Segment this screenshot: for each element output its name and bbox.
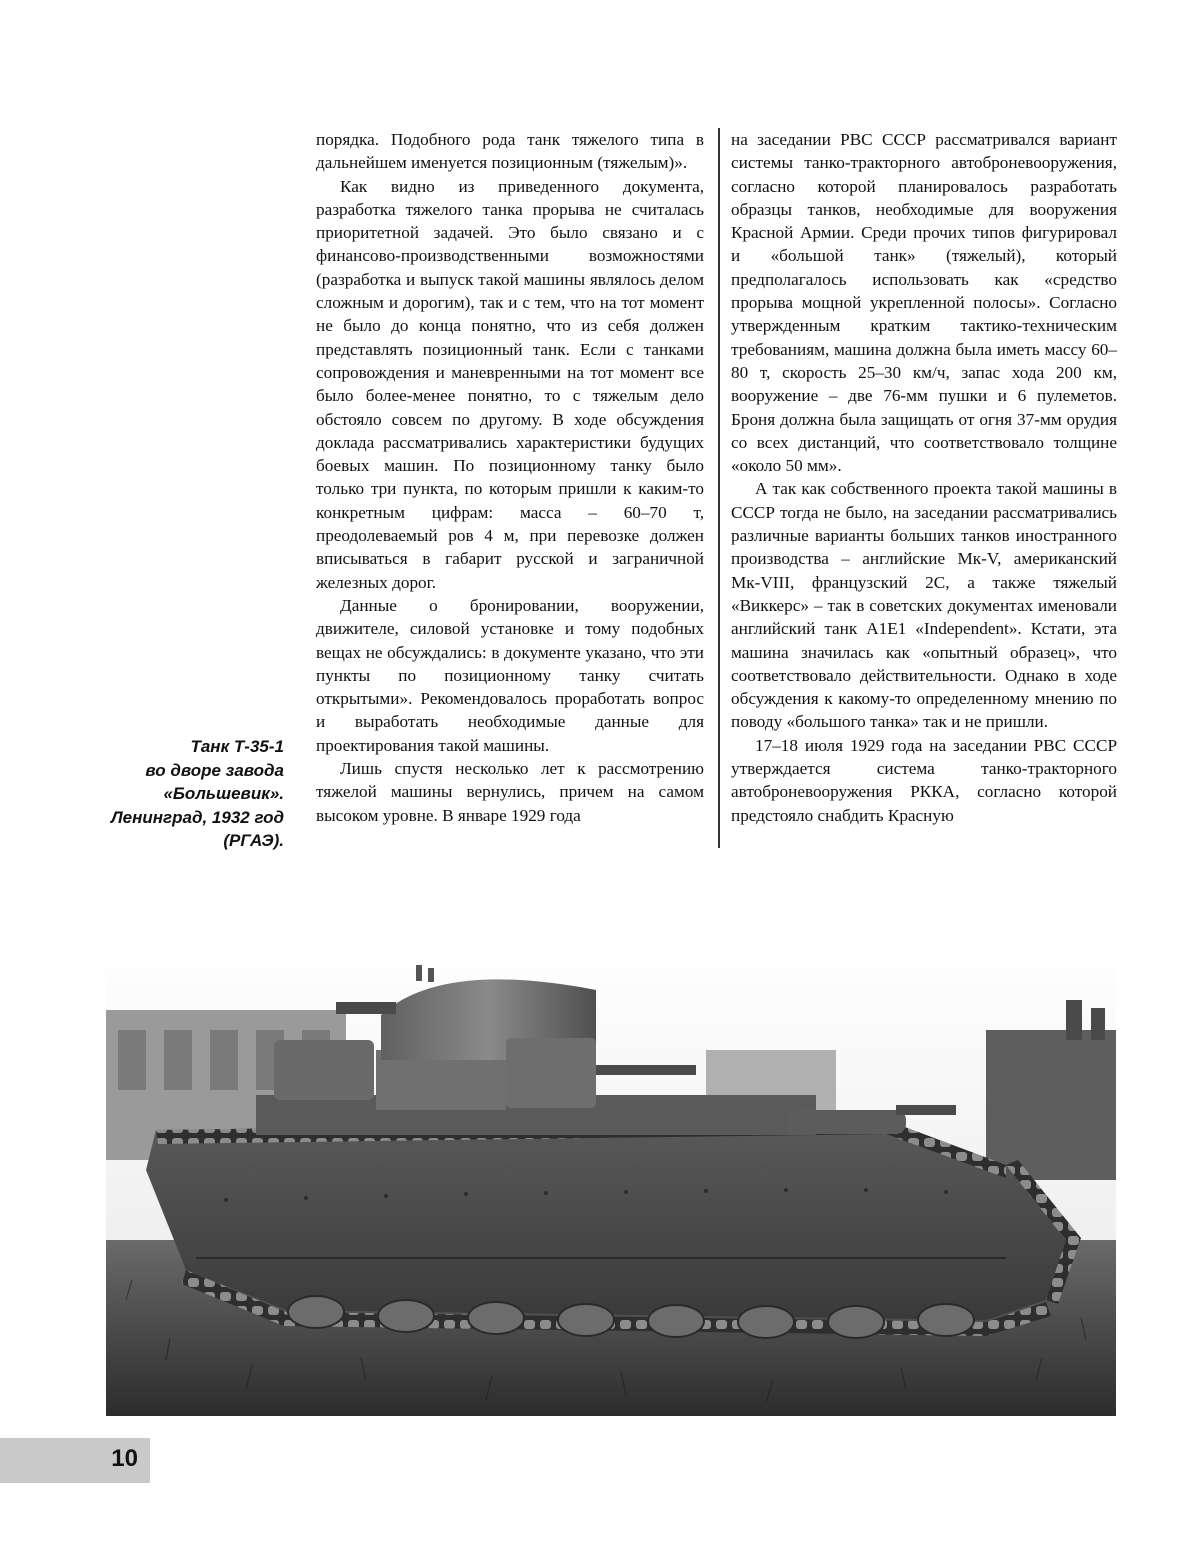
- text-column-right: [731, 128, 1117, 827]
- caption-line: «Большевик».: [163, 784, 284, 803]
- column-divider: [718, 128, 720, 848]
- caption-line: Танк Т-35-1: [190, 737, 284, 756]
- caption-line: во дворе завода: [145, 760, 284, 780]
- paragraph: Данные о бронировании, вооружении, движителе, силовой установке и тому подобных вещах не обсуждались: в документе указано, что эти пункты по позиционному танку считать открытыми». Рекомендовалось проработать вопрос и выработать необходимые данные для проектирования такой машины.: [316, 595, 704, 755]
- paragraph: А так как собственного проекта такой машины в СССР тогда не было, на заседании рассматривались различные варианты больших танков иностранного производства – английские Мк-V, американский Мк-VIII, французский 2С, а также тяжелый «Виккерс» – так в советских документах именовали английский танк A1E1 «Independent». Кстати, эта машина значилась как «опытный образец», что соответствовало действительности. Однако в ходе обсуждения к какому-то определенному мнению по поводу «большого танка» так и не пришли.: [731, 479, 1117, 732]
- paragraph: порядка. Подобного рода танк тяжелого типа в дальнейшем именуется позиционным (тяжелым)».: [316, 130, 704, 173]
- tank-photo: [106, 940, 1116, 1416]
- paragraph: Как видно из приведенного документа, разработка тяжелого танка прорыва не считалась приоритетной задачей. Это было связано и с финансово-производственными возможностями (разработка и выпуск такой машины являлось делом сложным и дорогим), так и с тем, что на тот момент не было до конца понятно, что из себя должен представлять позиционный танк. Если с танками сопровождения и маневренными на тот момент все было более-менее понятно, то с тяжелым дело обстояло совсем по другому. В ходе обсуждения доклада рассматривались характеристики будущих боевых машин. По позиционному танку было только три пункта, по которым пришли к каким-то конкретным цифрам: масса – 60–70 т, преодолеваемый ров 4 м, при перевозке должен вписываться в габарит русской и заграничной железных дорог.: [316, 176, 704, 592]
- paragraph: 17–18 июля 1929 года на заседании РВС СССР утверждается система танко-тракторного автоброневооружения РККА, согласно которой предстояло снабдить Красную: [731, 735, 1117, 825]
- photo-caption: [60, 735, 284, 853]
- paragraph: на заседании РВС СССР рассматривался вариант системы танко-тракторного автоброневооружения, согласно которой планировалось разработать образцы танков, необходимые для вооружения Красной Армии. Среди прочих типов фигурировал и «большой танк» (тяжелый), который предполагалось использовать как «средство прорыва мощной укрепленной полосы». Согласно утвержденным кратким тактико-техническим требованиям, машина должна была иметь массу 60–80 т, скорость 25–30 км/ч, запас хода 200 км, вооружение – две 76-мм пушки и 6 пулеметов. Броня должна была защищать от огня 37-мм орудия со всех дистанций, что соответствовало толщине «около 50 мм».: [731, 130, 1117, 476]
- paragraph: Лишь спустя несколько лет к рассмотрению тяжелой машины вернулись, причем на самом высоком уровне. В январе 1929 года: [316, 759, 704, 825]
- page-number: 10: [111, 1445, 138, 1472]
- caption-line: (РГАЭ).: [223, 831, 284, 850]
- page-number-box: [0, 1438, 150, 1483]
- text-column-left: [316, 128, 704, 827]
- caption-line: Ленинград, 1932 год: [110, 807, 284, 827]
